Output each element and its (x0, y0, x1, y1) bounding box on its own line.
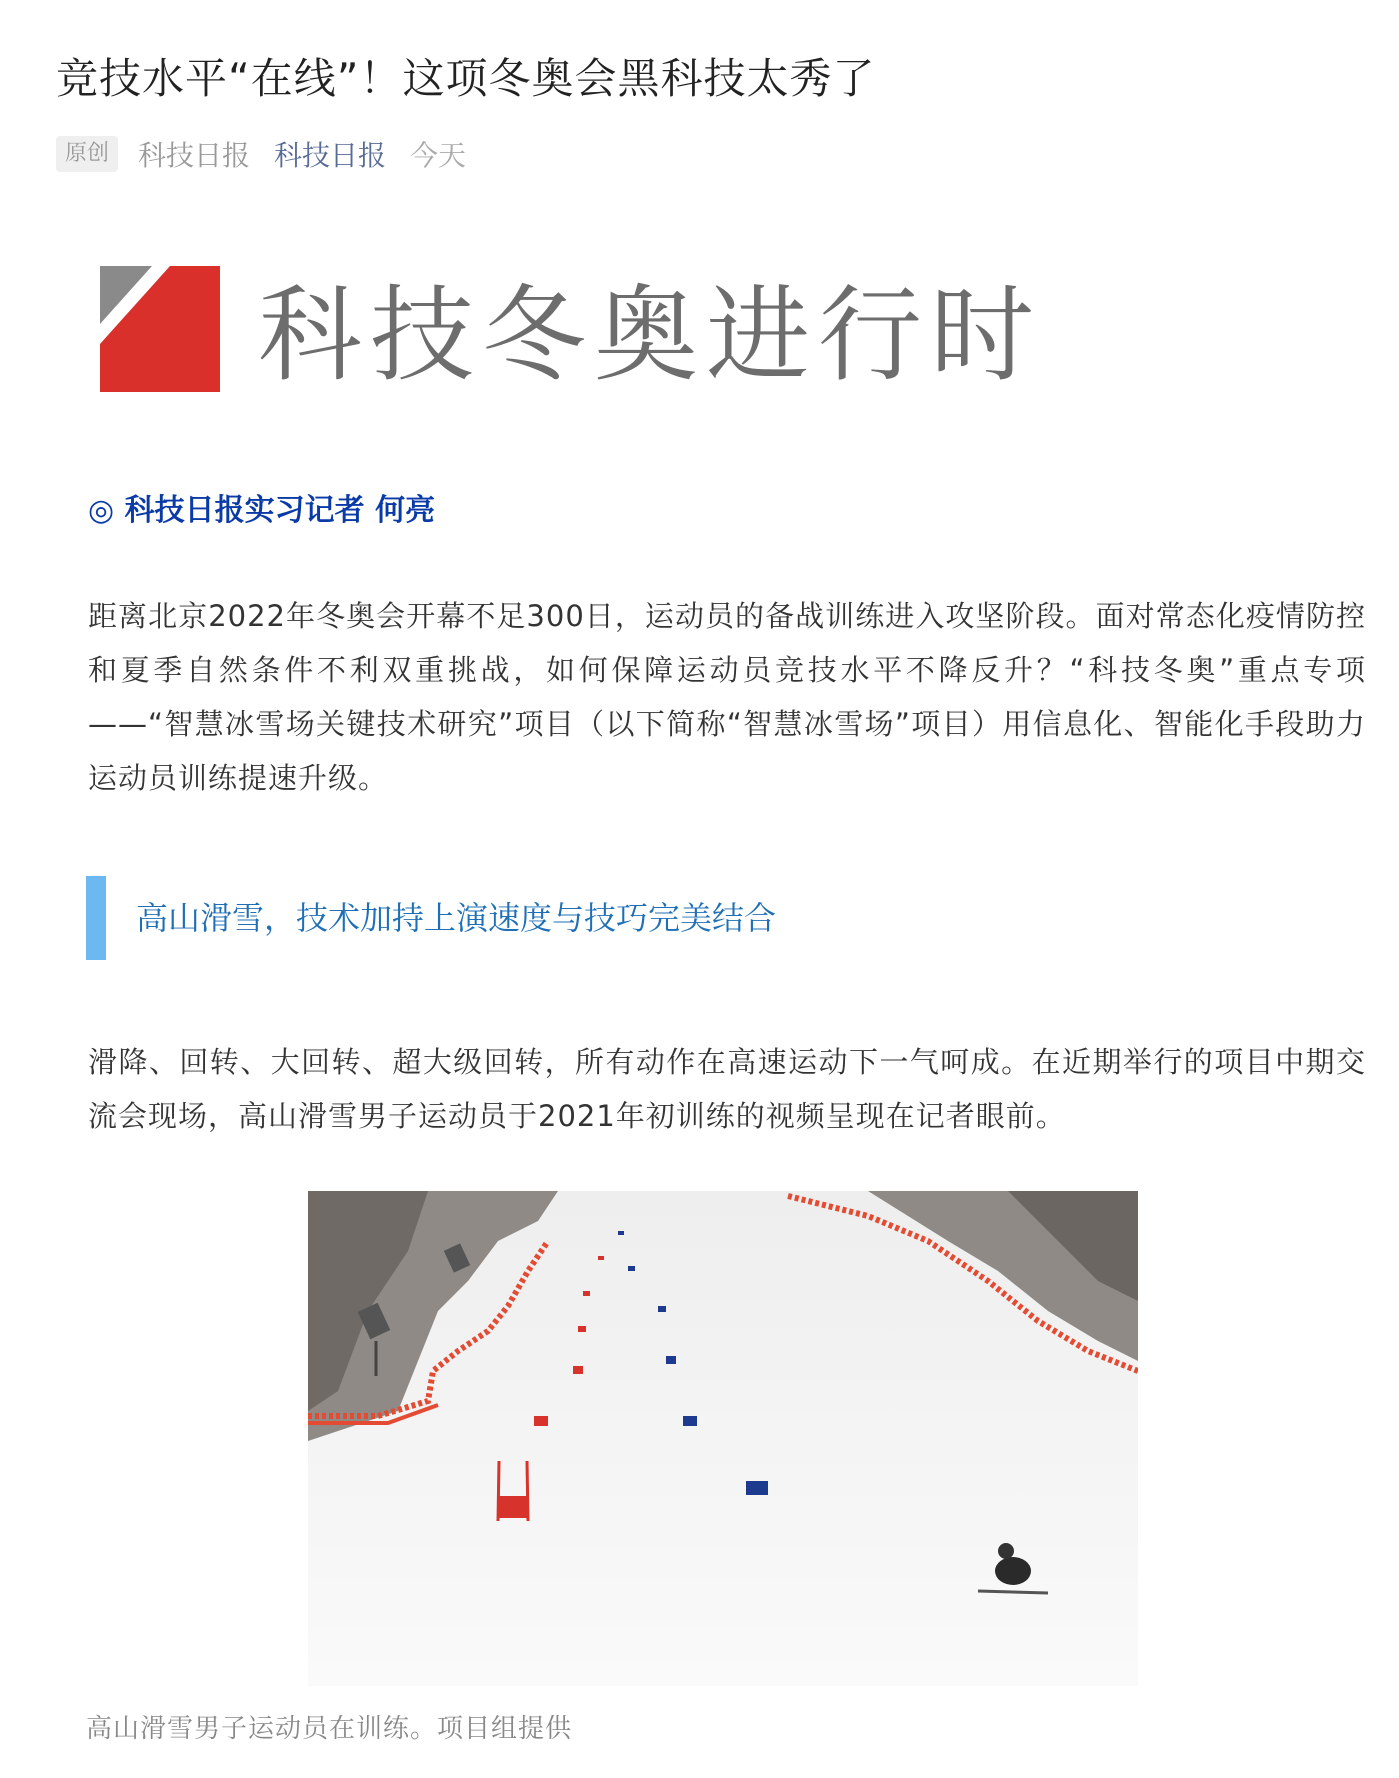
banner-text: 科技冬奥进行时 (258, 274, 1043, 396)
column-banner (100, 260, 1150, 410)
publish-date: 今天 (410, 139, 467, 172)
article-title: 竞技水平“在线”！这项冬奥会黑科技太秀了 (56, 54, 876, 103)
article-meta (56, 134, 466, 174)
banner-logo-icon (100, 266, 220, 392)
section-accent-bar (86, 876, 106, 960)
original-tag: 原创 (56, 136, 118, 172)
photo-caption: 高山滑雪男子运动员在训练。项目组提供 (86, 1714, 573, 1744)
ski-training-photo (308, 1191, 1138, 1686)
account-link[interactable]: 科技日报 (274, 139, 387, 172)
section-heading (86, 876, 1286, 960)
intro-paragraph: 距离北京2022年冬奥会开幕不足300日，运动员的备战训练进入攻坚阶段。面对常态化疫情防控和夏季自然条件不利双重挑战，如何保障运动员竞技水平不降反升？“科技冬奥”重点专项——“智慧冰雪场关键技术研究”项目（以下简称“智慧冰雪场”项目）用信息化、智能化手段助力运动员训练提速升级。 (88, 599, 1366, 795)
section-heading-text: 高山滑雪，技术加持上演速度与技巧完美结合 (136, 899, 777, 937)
ski-paragraph: 滑降、回转、大回转、超大级回转，所有动作在高速运动下一气呵成。在近期举行的项目中期交流会现场，高山滑雪男子运动员于2021年初训练的视频呈现在记者眼前。 (88, 1045, 1366, 1133)
author-name: 科技日报 (138, 139, 251, 172)
reporter-byline: ◎ 科技日报实习记者 何亮 (88, 493, 436, 528)
ski-slope-illustration (308, 1191, 1138, 1686)
